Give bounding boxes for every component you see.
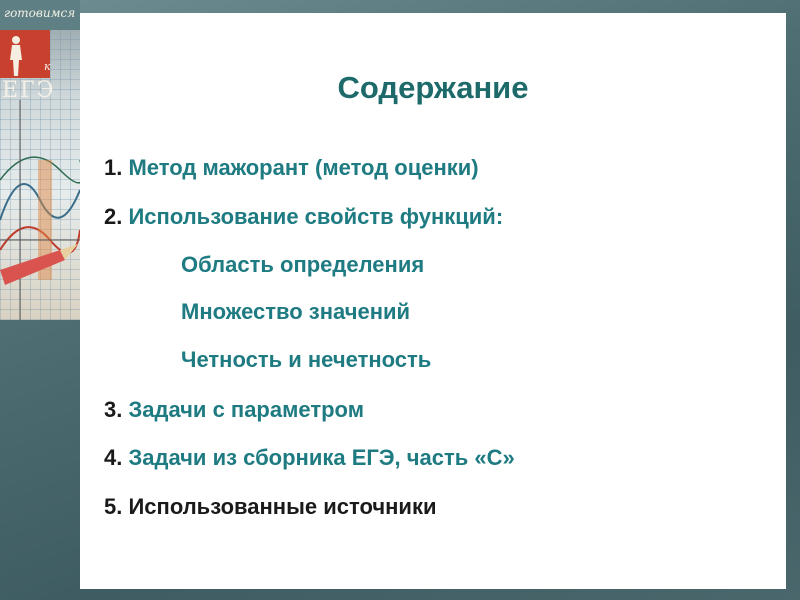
person-silhouette-icon (0, 30, 50, 78)
cover-top-text: готовимся (4, 6, 76, 20)
textbook-cover-image (0, 0, 80, 320)
cover-k-text: к (44, 60, 51, 73)
sub-item-link[interactable]: Четность и нечетность (181, 347, 432, 372)
list-item-number: 3. (104, 397, 123, 422)
list-item-link[interactable]: Использование свойств функций: (128, 204, 504, 229)
list-item-2[interactable] (104, 204, 503, 230)
list-item-4[interactable] (104, 445, 515, 471)
cover-red-block (0, 30, 50, 78)
sub-item-link[interactable]: Множество значений (181, 299, 411, 324)
list-item-5 (104, 494, 436, 520)
list-item-number: 5. (104, 494, 123, 519)
list-item-3[interactable] (104, 397, 364, 423)
slide-panel (80, 13, 786, 589)
sub-item-link[interactable]: Область определения (181, 252, 425, 277)
sub-item-range[interactable] (181, 299, 410, 325)
list-item-link[interactable]: Задачи с параметром (128, 397, 364, 422)
list-item-number: 2. (104, 204, 123, 229)
list-item-number: 1. (104, 155, 123, 180)
list-item-link[interactable]: Метод мажорант (метод оценки) (128, 155, 479, 180)
math-graph-decoration (0, 100, 80, 320)
cover-ege-text: ЕГЭ (2, 78, 56, 103)
list-item-number: 4. (104, 445, 123, 470)
sub-item-domain[interactable] (181, 252, 424, 278)
list-item-1[interactable] (104, 155, 479, 181)
list-item-link[interactable]: Задачи из сборника ЕГЭ, часть «С» (128, 445, 515, 470)
list-item-text: Использованные источники (128, 494, 437, 519)
slide-title: Содержание (337, 70, 529, 105)
sub-item-parity[interactable] (181, 347, 431, 373)
